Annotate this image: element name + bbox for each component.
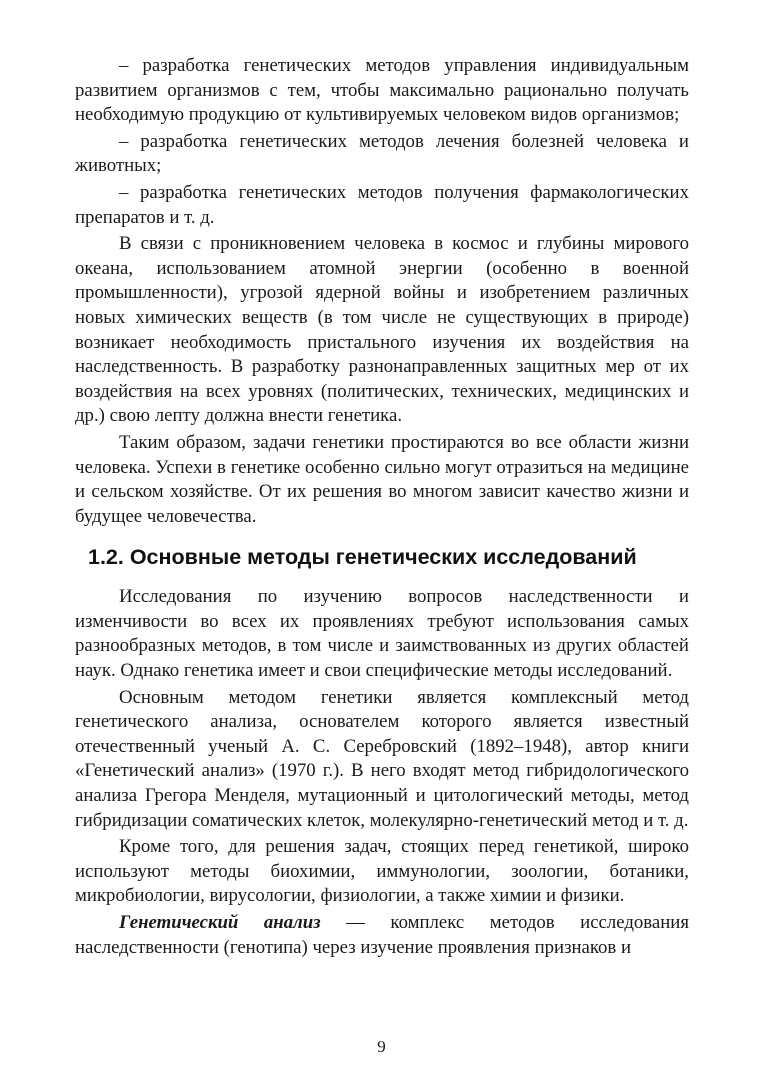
paragraph-heredity-impact: В связи с проникновением человека в космос и глубины мирового океана, использованием атомной энергии (особенно в военной промышленности), угрозой ядерной войны и изобретением различных новых химических веществ (в том числе не существующих в природе) возникает необходимость пристального изучения их воздействия на наследственность. В разработку разнонаправленных защитных мер от их воздействия на всех уровнях (политических, технических, медицинских и др.) свою лепту должна внести генетика. [75,233,689,427]
paragraph-research-methods: Исследования по изучению вопросов наследственности и изменчивости во всех их проявлениях требуют использования самых разнообразных методов, в том числе и заимствованных из других областей наук. Однако генетика имеет и свои специфические методы исследований. [75,586,689,682]
section-heading: 1.2. Основные методы генетических исследований [88,545,637,570]
paragraph-genetic-analysis-method: Основным методом генетики является комплексный метод генетического анализа, основателем которого является известный отечественный ученый А. С. Серебровский (1892–1948), автор книги «Генетический анализ» (1970 г.). В него входят метод гибридологического анализа Грегора Менделя, мутационный и цитологический методы, метод гибридизации соматических клеток, молекулярно-генетический метод и т. д. [75,686,689,831]
paragraph-genetics-tasks: Таким образом, задачи генетики простираются во все области жизни человека. Успехи в генетике особенно сильно могут отразиться на медицине и сельском хозяйстве. От их решения во многом зависит качество жизни и будущее человечества. [75,431,689,527]
paragraph-other-sciences: Кроме того, для решения задач, стоящих перед генетикой, широко используют методы биохимии, иммунологии, зоологии, ботаники, микробиологии, вирусологии, физиологии, а также химии и физики. [75,836,689,907]
defined-term: Генетический анализ [119,912,321,933]
page-content [75,52,689,960]
list-item-pharmacology: – разработка генетических методов получения фармакологических препаратов и т. д. [75,181,689,228]
list-item-development-control: – разработка генетических методов управления индивидуальным развитием организмов с тем, чтобы максимально рационально получать необходимую продукцию от культивируемых человеком видов организмов; [75,55,689,126]
paragraph-definition [75,911,689,960]
page-number: 9 [377,1037,386,1056]
list-item-disease-treatment: – разработка генетических методов лечения болезней человека и животных; [75,130,689,177]
definition-text: — комплекс методов исследования наследственности (генотипа) через изучение проявления признаков и [75,912,689,958]
